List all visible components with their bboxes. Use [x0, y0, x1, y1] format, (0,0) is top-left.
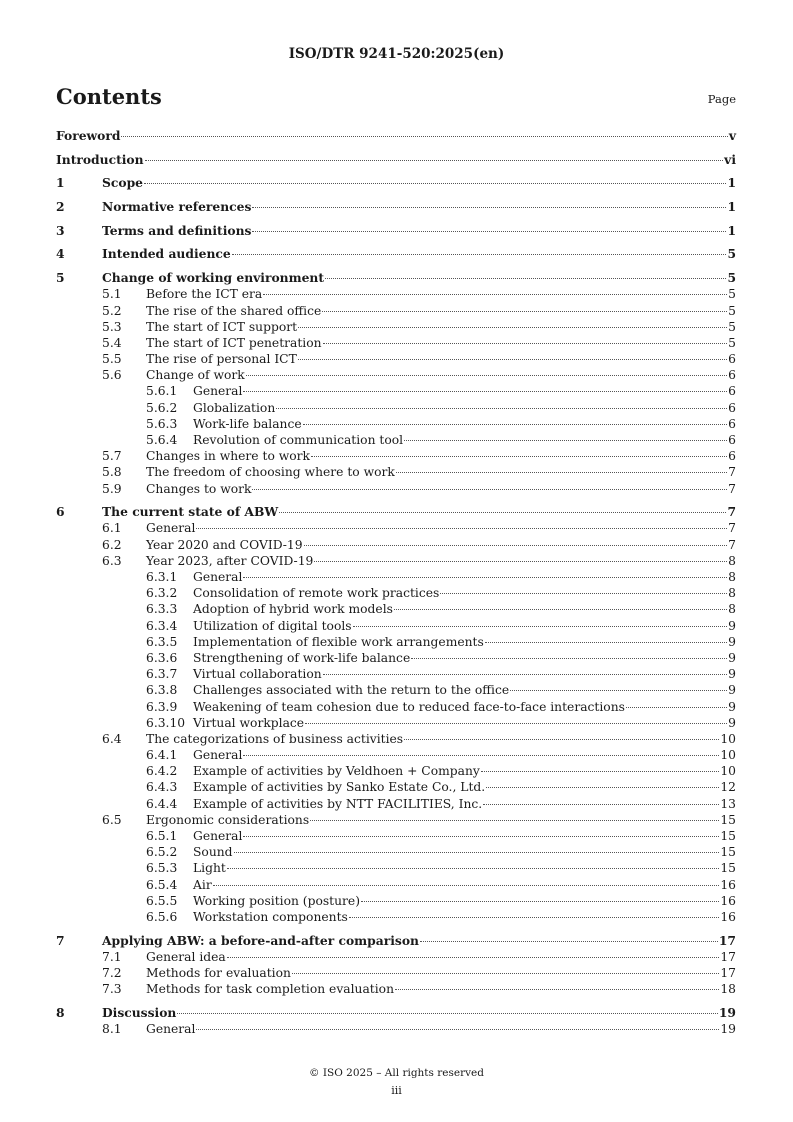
toc-entry-page: 17	[720, 949, 736, 964]
toc-entry-number: 6.4.1	[146, 748, 178, 763]
toc-entry-number: 5.1	[102, 287, 122, 302]
toc-entry-title: Consolidation of remote work practices	[193, 586, 440, 601]
dot-leader	[232, 253, 727, 255]
toc-entry-title: Before the ICT era	[146, 287, 263, 302]
dot-leader	[243, 754, 719, 756]
toc-entry[interactable]	[56, 812, 736, 828]
toc-entry[interactable]	[56, 634, 736, 650]
toc-entry-page: 19	[718, 1004, 736, 1020]
toc-entry-number: 6.3.3	[146, 602, 178, 617]
dot-leader	[420, 940, 718, 942]
toc-entry-title: Utilization of digital tools	[193, 618, 352, 633]
toc-entry[interactable]	[56, 1005, 736, 1021]
toc-entry-number: 5.6.2	[146, 400, 178, 415]
toc-entry-page: 9	[728, 699, 736, 714]
toc-entry-number: 6.4.2	[146, 764, 178, 779]
toc-entry-title: Virtual collaboration	[193, 667, 322, 682]
toc-entry-page: 6	[728, 400, 736, 415]
toc-entry-page: 6	[728, 449, 736, 464]
toc-entry-title: Virtual workplace	[193, 715, 305, 730]
toc-entry-page: 5	[728, 335, 736, 350]
toc-entry-number: 8	[56, 1004, 65, 1020]
toc-entry-page: 9	[728, 618, 736, 633]
toc-entry-title: General	[146, 1022, 196, 1037]
toc-entry-title: Weakening of team cohesion due to reduced face-to-face interactions	[193, 699, 625, 714]
dot-leader	[196, 527, 727, 529]
toc-entry-page: 6	[728, 368, 736, 383]
dot-leader	[486, 786, 719, 788]
toc-entry-title: Revolution of communication tool	[193, 433, 404, 447]
toc-entry[interactable]	[56, 860, 736, 876]
dot-leader	[322, 310, 727, 312]
toc-entry-number: 6.5.3	[146, 861, 178, 876]
toc-entry-title: General	[193, 570, 243, 584]
toc-entry[interactable]	[56, 246, 736, 262]
toc-entry[interactable]	[56, 553, 736, 569]
toc-entry-title: Change of work	[146, 368, 245, 383]
toc-entry-page: 10	[720, 748, 736, 763]
dot-leader	[310, 819, 719, 821]
dot-leader	[279, 511, 726, 513]
dot-leader	[353, 625, 728, 627]
toc-entry[interactable]	[56, 796, 736, 812]
toc-entry-page: 1	[727, 175, 736, 191]
dot-leader	[361, 900, 719, 902]
toc-entry[interactable]	[56, 715, 736, 731]
toc-entry-number: 6.5.6	[146, 909, 178, 924]
toc-entry-title: Year 2020 and COVID-19	[146, 537, 303, 552]
toc-entry-title: Air	[193, 877, 212, 892]
toc-entry-number: 5.6.1	[146, 384, 178, 399]
toc-spacer	[56, 925, 736, 933]
toc-entry-page: 6	[728, 384, 736, 399]
toc-entry-page: 12	[720, 780, 736, 795]
toc-entry-title: Adoption of hybrid work models	[193, 602, 393, 617]
toc-entry-title: General	[193, 384, 243, 399]
toc-entry-page: 1	[727, 199, 736, 215]
toc-entry[interactable]	[56, 618, 736, 634]
toc-entry[interactable]	[56, 537, 736, 553]
toc-entry-page: vi	[724, 151, 736, 167]
toc-entry[interactable]	[56, 223, 736, 239]
dot-leader	[481, 770, 719, 772]
toc-entry-number: 8.1	[102, 1022, 122, 1037]
toc-entry-number: 5.6.3	[146, 416, 178, 431]
toc-entry-page: 8	[728, 570, 736, 584]
toc-entry-page: 1	[727, 222, 736, 238]
toc-entry-page: 8	[728, 602, 736, 617]
toc-spacer	[56, 144, 736, 152]
toc-entry-title: General idea	[146, 949, 226, 964]
toc-spacer	[56, 192, 736, 200]
toc-entry-title: Intended audience	[102, 246, 231, 262]
toc-entry-number: 5.8	[102, 465, 122, 480]
dot-leader	[395, 988, 719, 990]
toc-entry-title: Example of activities by NTT FACILITIES, Inc.	[193, 796, 483, 811]
copyright-footer: © ISO 2025 – All rights reserved	[309, 1067, 484, 1079]
dot-leader	[263, 293, 727, 295]
toc-entry-page: 9	[728, 667, 736, 682]
toc-entry-page: 10	[720, 731, 736, 746]
toc-entry[interactable]	[56, 601, 736, 617]
toc-entry[interactable]	[56, 965, 736, 981]
toc-entry-title: Normative references	[102, 199, 252, 215]
toc-entry-title: Globalization	[193, 400, 276, 415]
toc-entry[interactable]	[56, 747, 736, 763]
toc-entry-page: 5	[727, 246, 736, 262]
toc-entry[interactable]	[56, 650, 736, 666]
toc-entry-number: 3	[56, 222, 65, 238]
toc-entry-page: 7	[727, 504, 736, 520]
toc-entry-page: 18	[720, 982, 736, 997]
dot-leader	[311, 455, 727, 457]
toc-entry[interactable]	[56, 844, 736, 860]
toc-entry-number: 7	[56, 932, 65, 948]
dot-leader	[213, 884, 720, 886]
toc-entry[interactable]	[56, 286, 736, 302]
dot-leader	[145, 159, 724, 161]
dot-leader	[121, 135, 727, 137]
toc-entry-title: The start of ICT penetration	[146, 335, 322, 350]
toc-entry[interactable]	[56, 199, 736, 215]
toc-entry-page: 6	[728, 416, 736, 431]
toc-entry-page: 16	[720, 909, 736, 924]
toc-entry[interactable]	[56, 448, 736, 464]
toc-entry[interactable]	[56, 319, 736, 335]
toc-entry[interactable]	[56, 949, 736, 965]
toc-entry[interactable]	[56, 504, 736, 520]
toc-entry[interactable]	[56, 981, 736, 997]
dot-leader	[234, 851, 720, 853]
toc-spacer	[56, 997, 736, 1005]
toc-entry-number: 2	[56, 199, 65, 215]
toc-entry[interactable]	[56, 367, 736, 383]
toc-entry-page: 7	[728, 481, 736, 496]
toc-entry-title: The rise of the shared office	[146, 303, 322, 318]
toc-entry-number: 5.9	[102, 481, 122, 496]
toc-entry-page: 8	[728, 553, 736, 568]
toc-entry-number: 6.4.3	[146, 780, 178, 795]
toc-entry-number: 5.3	[102, 319, 122, 334]
dot-leader	[394, 608, 727, 610]
toc-entry-title: Light	[193, 861, 226, 876]
toc-entry-page: 7	[728, 465, 736, 480]
dot-leader	[411, 657, 727, 659]
toc-entry-page: 9	[728, 650, 736, 665]
toc-entry-number: 6.3.2	[146, 586, 178, 601]
dot-leader	[305, 722, 727, 724]
toc-entry[interactable]	[56, 303, 736, 319]
toc-entry[interactable]	[56, 335, 736, 351]
toc-entry[interactable]	[56, 909, 736, 925]
dot-leader	[325, 277, 726, 279]
toc-entry-title: Applying ABW: a before-and-after comparison	[102, 932, 419, 948]
toc-entry-title: Implementation of flexible work arrangements	[193, 634, 484, 649]
dot-leader	[510, 689, 727, 691]
toc-entry-page: 16	[720, 893, 736, 908]
dot-leader	[298, 326, 727, 328]
toc-spacer	[56, 215, 736, 223]
toc-entry-title: Example of activities by Veldhoen + Company	[193, 764, 480, 779]
toc-entry-title: The current state of ABW	[102, 504, 279, 520]
toc-entry-number: 6.3.7	[146, 667, 178, 682]
dot-leader	[144, 182, 726, 184]
toc-entry-number: 6.5.2	[146, 845, 178, 860]
toc-entry[interactable]	[56, 666, 736, 682]
dot-leader	[196, 1028, 719, 1030]
toc-entry[interactable]	[56, 128, 736, 144]
dot-leader	[323, 673, 727, 675]
dot-leader	[323, 342, 728, 344]
toc-entry-title: Work-life balance	[193, 416, 302, 431]
dot-leader	[304, 544, 728, 546]
toc-entry-title: Ergonomic considerations	[146, 812, 310, 827]
toc-entry-title: The freedom of choosing where to work	[146, 465, 395, 480]
toc-entry[interactable]	[56, 481, 736, 497]
toc-entry[interactable]	[56, 877, 736, 893]
toc-entry-title: Workstation components	[193, 909, 348, 924]
toc-entry-title: Year 2023, after COVID-19	[146, 553, 314, 568]
toc-entry-page: 15	[720, 845, 736, 860]
toc-entry-number: 6.2	[102, 537, 122, 552]
toc-entry-number: 6.3.9	[146, 699, 178, 714]
document-id-header: ISO/DTR 9241-520:2025(en)	[288, 46, 505, 62]
toc-entry-page: 7	[728, 521, 736, 536]
toc-entry-number: 4	[56, 246, 65, 262]
toc-entry-page: 13	[720, 796, 736, 811]
toc-entry-title: Example of activities by Sanko Estate Co., Ltd.	[193, 780, 486, 795]
toc-entry[interactable]	[56, 152, 736, 168]
toc-entry-number: 6.1	[102, 521, 122, 536]
toc-entry-number: 6.3.8	[146, 683, 178, 698]
toc-entry-title: Terms and definitions	[102, 222, 252, 238]
toc-entry-number: 6	[56, 504, 65, 520]
toc-entry-page: 8	[728, 586, 736, 601]
toc-entry-title: The categorizations of business activities	[146, 731, 404, 746]
toc-entry-number: 7.3	[102, 982, 122, 997]
toc-entry-title: Strengthening of work-life balance	[193, 650, 411, 665]
toc-entry-title: Methods for evaluation	[146, 966, 291, 980]
toc-entry-page: 17	[718, 932, 736, 948]
dot-leader	[483, 803, 719, 805]
toc-entry-page: 15	[720, 812, 736, 827]
toc-entry-page: 17	[720, 966, 736, 980]
toc-entry-title: Sound	[193, 845, 233, 860]
contents-title: Contents	[56, 84, 162, 109]
toc-entry-number: 6.3.6	[146, 650, 178, 665]
dot-leader	[227, 867, 720, 869]
toc-entry-page: 7	[728, 537, 736, 552]
toc-entry[interactable]	[56, 779, 736, 795]
toc-entry-title: General	[193, 748, 243, 763]
toc-entry-number: 5	[56, 270, 65, 286]
toc-entry[interactable]	[56, 933, 736, 949]
dot-leader	[252, 488, 727, 490]
dot-leader	[349, 916, 720, 918]
toc-entry-title: Changes in where to work	[146, 449, 311, 464]
dot-leader	[252, 230, 726, 232]
toc-entry-number: 6.5.1	[146, 829, 178, 843]
toc-spacer	[56, 168, 736, 176]
dot-leader	[303, 423, 728, 425]
toc-entry[interactable]	[56, 270, 736, 286]
toc-entry[interactable]	[56, 383, 736, 399]
dot-leader	[276, 407, 727, 409]
toc-entry-title: Introduction	[56, 151, 144, 167]
toc-entry-page: 19	[720, 1022, 736, 1037]
toc-entry-page: 9	[728, 634, 736, 649]
toc-entry-number: 5.7	[102, 449, 122, 464]
toc-entry-number: 1	[56, 175, 65, 191]
toc-entry-number: 6.5.5	[146, 893, 178, 908]
toc-entry-page: 6	[728, 433, 736, 447]
toc-entry-number: 6.3.10	[146, 715, 186, 730]
page-number: iii	[391, 1084, 402, 1097]
dot-leader	[177, 1012, 718, 1014]
toc-entry-title: Discussion	[102, 1004, 177, 1020]
toc-entry-page: 9	[728, 715, 736, 730]
toc-entry-number: 6.4.4	[146, 796, 178, 811]
table-of-contents	[56, 128, 736, 1037]
toc-entry-number: 5.6.4	[146, 433, 178, 447]
toc-entry-title: General	[146, 521, 196, 536]
toc-entry[interactable]	[56, 175, 736, 191]
toc-entry-number: 6.3	[102, 553, 122, 568]
toc-entry-number: 6.3.4	[146, 618, 178, 633]
toc-entry[interactable]	[56, 432, 736, 448]
toc-entry-number: 6.3.5	[146, 634, 178, 649]
toc-entry-number: 6.3.1	[146, 570, 178, 584]
toc-entry-page: 5	[728, 303, 736, 318]
toc-entry-title: Foreword	[56, 128, 121, 143]
toc-entry[interactable]	[56, 464, 736, 480]
toc-entry-number: 6.4	[102, 731, 122, 746]
toc-entry-title: The rise of personal ICT	[146, 352, 297, 367]
toc-entry-title: Challenges associated with the return to the office	[193, 683, 510, 698]
toc-spacer	[56, 263, 736, 271]
toc-entry-page: 15	[720, 829, 736, 843]
toc-entry-title: Methods for task completion evaluation	[146, 982, 394, 997]
dot-leader	[227, 956, 720, 958]
toc-entry-page: 15	[720, 861, 736, 876]
toc-entry[interactable]	[56, 569, 736, 585]
dot-leader	[626, 706, 727, 708]
dot-leader	[243, 835, 719, 837]
toc-entry-number: 5.2	[102, 303, 122, 318]
toc-entry[interactable]	[56, 400, 736, 416]
dot-leader	[243, 576, 727, 578]
dot-leader	[292, 972, 719, 974]
dot-leader	[243, 390, 727, 392]
toc-entry[interactable]	[56, 731, 736, 747]
toc-entry-title: General	[193, 829, 243, 843]
toc-entry-title: Scope	[102, 175, 143, 191]
toc-entry-page: v	[728, 128, 736, 143]
dot-leader	[314, 560, 727, 562]
dot-leader	[396, 471, 727, 473]
toc-entry-page: 5	[727, 270, 736, 286]
page-column-label: Page	[707, 92, 736, 106]
toc-entry[interactable]	[56, 1021, 736, 1037]
dot-leader	[440, 592, 727, 594]
dot-leader	[404, 738, 719, 740]
toc-entry[interactable]	[56, 351, 736, 367]
toc-spacer	[56, 239, 736, 247]
toc-entry-number: 5.6	[102, 368, 122, 383]
dot-leader	[404, 439, 727, 441]
toc-spacer	[56, 497, 736, 505]
toc-entry-title: Changes to work	[146, 481, 252, 496]
toc-entry-number: 5.4	[102, 335, 122, 350]
toc-entry[interactable]	[56, 585, 736, 601]
toc-entry[interactable]	[56, 828, 736, 844]
toc-entry-number: 7.2	[102, 966, 122, 980]
toc-entry-page: 16	[720, 877, 736, 892]
toc-entry-number: 5.5	[102, 352, 122, 367]
toc-entry[interactable]	[56, 893, 736, 909]
dot-leader	[246, 374, 727, 376]
toc-entry[interactable]	[56, 416, 736, 432]
dot-leader	[252, 206, 726, 208]
toc-entry-title: The start of ICT support	[146, 319, 298, 334]
dot-leader	[298, 358, 727, 360]
toc-entry-page: 6	[728, 352, 736, 367]
toc-entry[interactable]	[56, 763, 736, 779]
toc-entry-number: 7.1	[102, 949, 122, 964]
toc-entry-page: 9	[728, 683, 736, 698]
toc-entry[interactable]	[56, 520, 736, 536]
dot-leader	[485, 641, 727, 643]
toc-entry-title: Working position (posture)	[193, 893, 360, 908]
toc-entry-number: 6.5.4	[146, 877, 178, 892]
toc-entry-title: Change of working environment	[102, 270, 325, 286]
toc-entry-page: 5	[728, 319, 736, 334]
toc-entry[interactable]	[56, 699, 736, 715]
toc-entry[interactable]	[56, 682, 736, 698]
toc-entry-page: 10	[720, 764, 736, 779]
toc-entry-page: 5	[728, 287, 736, 302]
toc-entry-number: 6.5	[102, 812, 122, 827]
